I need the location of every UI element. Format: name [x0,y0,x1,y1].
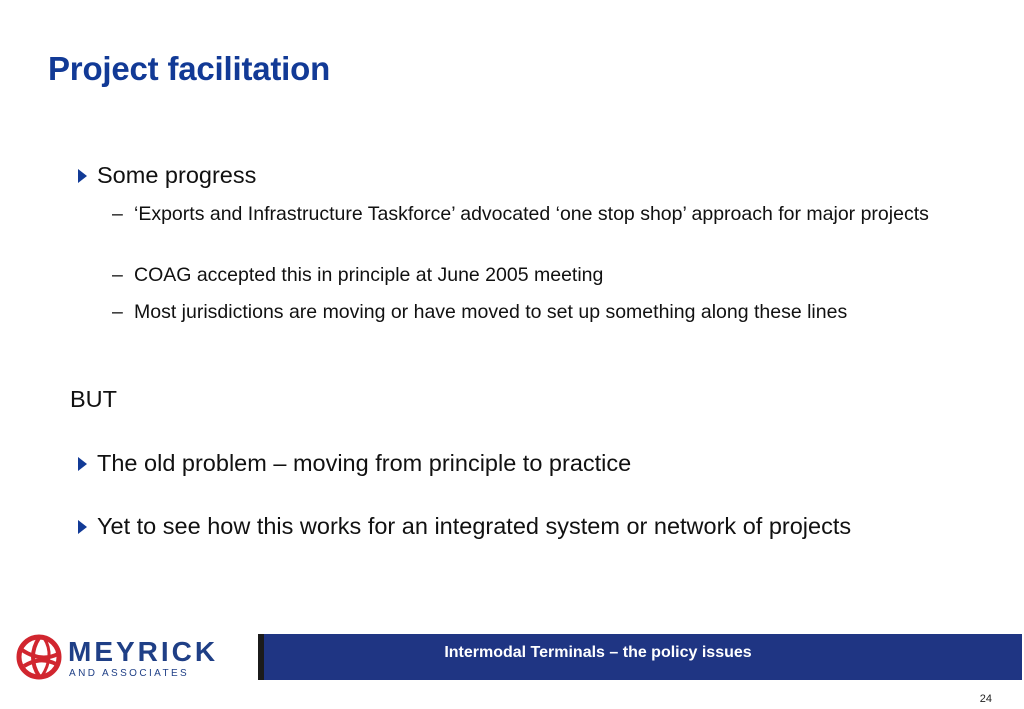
sub-bullet-2 [112,263,962,288]
sub-bullet-3 [112,300,962,325]
bullet-text: Yet to see how this works for an integrated system or network of projects [97,513,852,539]
footer-banner-text: Intermodal Terminals – the policy issues [444,644,752,661]
logo-wordmark: MEYRICK [68,636,219,667]
dash-marker: – [112,203,123,225]
page-number: 24 [979,693,992,705]
bullet-text: The old problem – moving from principle to practice [97,450,632,476]
dash-marker: – [112,301,123,323]
company-logo [16,632,219,682]
dash-marker: – [112,264,123,286]
sub-bullet-text: ‘Exports and Infrastructure Taskforce’ advocated ‘one stop shop’ approach for major projects [134,203,929,225]
globe-logo-icon [16,634,62,680]
page-title: Project facilitation [48,50,331,87]
bullet-text: Some progress [97,162,257,188]
sub-bullet-text: COAG accepted this in principle at June 2005 meeting [134,264,604,286]
sub-bullet-1 [112,202,962,227]
but-label: BUT [70,386,117,412]
footer-banner [264,634,1022,680]
triangle-bullet-icon [78,457,87,471]
bullet-yet-to-see [78,513,851,540]
bullet-some-progress [78,162,256,189]
triangle-bullet-icon [78,169,87,183]
logo-subtitle: AND ASSOCIATES [69,668,190,679]
bullet-old-problem [78,450,631,477]
triangle-bullet-icon [78,520,87,534]
sub-bullet-text: Most jurisdictions are moving or have moved to set up something along these lines [134,301,848,323]
